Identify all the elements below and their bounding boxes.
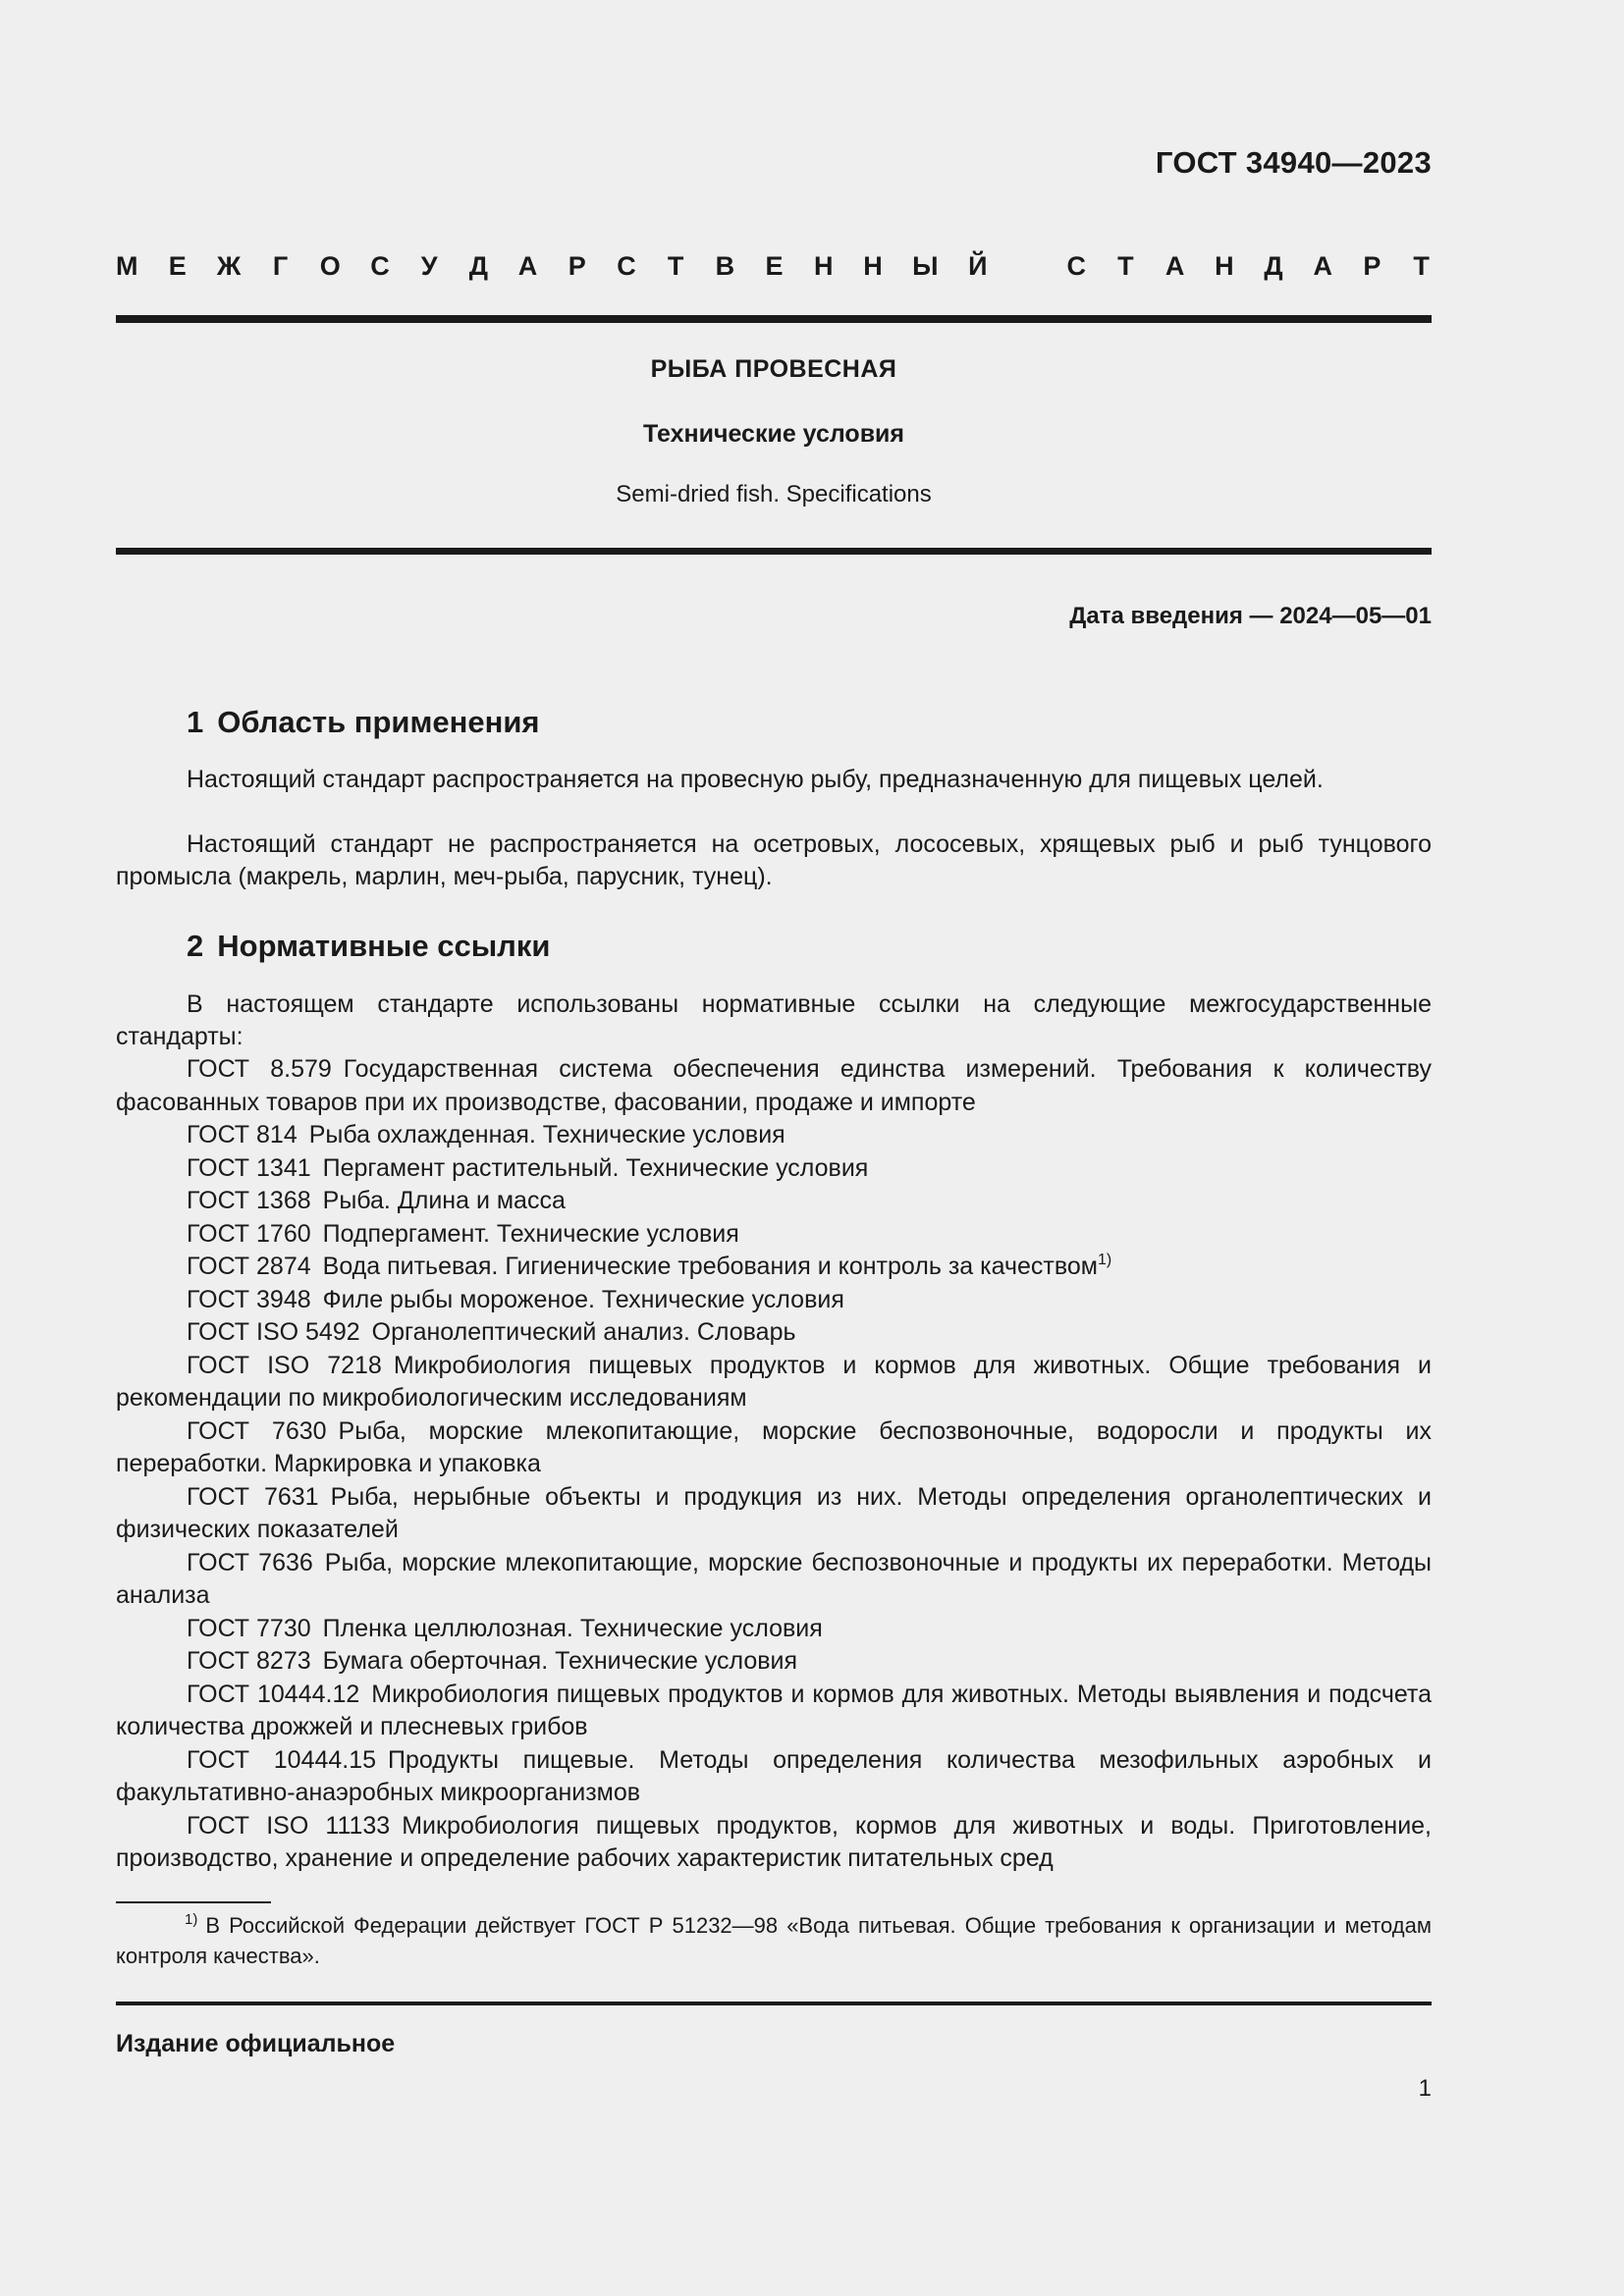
footnote-text: В Российской Федерации действует ГОСТ Р 51232—98 «Вода питьевая. Общие требования к организации и методам контроля качества». — [116, 1913, 1432, 1968]
reference-code: ГОСТ 7636 — [187, 1548, 313, 1576]
reference-title: Рыба, морские млекопитающие, морские беспозвоночные, водоросли и продукты их переработки. Маркировка и упаковка — [116, 1416, 1432, 1477]
paragraph: Настоящий стандарт распространяется на провесную рыбу, предназначенную для пищевых целей. — [187, 766, 1324, 793]
reference-code: ГОСТ 8273 — [187, 1647, 311, 1675]
reference-code: ГОСТ 10444.15 — [187, 1745, 377, 1774]
section-title: Нормативные ссылки — [217, 929, 551, 963]
document-page — [116, 0, 1432, 2296]
banner-letter: Н — [863, 251, 883, 281]
banner-letter: Д — [1264, 251, 1283, 281]
introduction-date: Дата введения — 2024—05—01 — [1069, 603, 1432, 629]
reference-title: Микробиология пищевых продуктов и кормов для животных. Методы выявления и подсчета количества дрожжей и плесневых грибов — [116, 1680, 1433, 1740]
banner-letter: Н — [1215, 251, 1234, 281]
reference-item — [116, 1316, 1432, 1350]
reference-code: ГОСТ 7631 — [187, 1482, 319, 1511]
banner-letter: С — [1066, 251, 1086, 281]
banner-letter: Д — [468, 251, 488, 281]
reference-item — [116, 1251, 1432, 1284]
reference-item — [116, 1547, 1432, 1613]
banner-letter: С — [617, 251, 636, 281]
standard-type-banner — [116, 251, 1432, 282]
document-title-english: Semi-dried fish. Specifications — [616, 481, 932, 507]
banner-letter: Т — [1117, 251, 1134, 281]
reference-code: ГОСТ 814 — [187, 1121, 298, 1148]
banner-letter: Р — [568, 251, 586, 281]
banner-letter: В — [715, 251, 735, 281]
reference-code: ГОСТ 1760 — [187, 1219, 311, 1248]
banner-letter: А — [1164, 251, 1185, 281]
reference-list — [116, 1053, 1432, 1876]
reference-code: ГОСТ 3948 — [187, 1285, 311, 1313]
reference-title: Государственная система обеспечения единства измерений. Требования к количеству фасованных товаров при их производстве, фасовании, продаже и импорте — [116, 1055, 1432, 1116]
footnote — [116, 1910, 1432, 1971]
banner-letter: Т — [1413, 251, 1430, 281]
footnote-separator — [116, 1901, 271, 1903]
reference-title: Продукты пищевые. Методы определения количества мезофильных аэробных и факультативно-анаэробных микроорганизмов — [116, 1745, 1432, 1806]
banner-letter: Ы — [912, 251, 939, 281]
footer-rule — [116, 2002, 1432, 2005]
reference-title: Рыба. Длина и масса — [322, 1187, 566, 1214]
reference-item — [116, 1119, 1432, 1152]
banner-letter: А — [517, 251, 538, 281]
banner-letter: У — [420, 251, 438, 281]
reference-item — [116, 1481, 1432, 1547]
section-title: Область применения — [217, 705, 540, 739]
reference-code: ГОСТ 1341 — [187, 1153, 311, 1182]
title-rule — [116, 548, 1432, 555]
paragraph: Настоящий стандарт не распространяется на осетровых, лососевых, хрящевых рыб и рыб тунцового промысла (макрель, марлин, меч-рыба, парусник, тунец). — [116, 830, 1432, 890]
reference-code: ГОСТ 7630 — [187, 1416, 327, 1445]
section-number: 2 — [187, 929, 204, 963]
section-heading-scope — [187, 705, 540, 740]
reference-item — [116, 1350, 1432, 1415]
document-subtitle: Технические условия — [642, 420, 905, 448]
reference-title: Филе рыбы мороженое. Технические условия — [322, 1285, 844, 1313]
banner-letter: Н — [814, 251, 834, 281]
reference-title: Микробиология пищевых продуктов, кормов для животных и воды. Приготовление, производство, хранение и определение рабочих характеристик питательных сред — [116, 1811, 1433, 1872]
document-title: РЫБА ПРОВЕСНАЯ — [650, 355, 897, 383]
page-number: 1 — [1418, 2075, 1432, 2102]
document-number: ГОСТ 34940—2023 — [1155, 145, 1432, 180]
section-number: 1 — [187, 705, 204, 739]
reference-code: ГОСТ ISO 7218 — [187, 1351, 382, 1379]
reference-code: ГОСТ ISO 5492 — [187, 1318, 360, 1346]
reference-title: Бумага оберточная. Технические условия — [322, 1647, 798, 1675]
reference-title: Рыба охлажденная. Технические условия — [308, 1121, 785, 1148]
banner-letter: Р — [1363, 251, 1381, 281]
reference-code: ГОСТ 8.579 — [187, 1055, 332, 1083]
banner-letter: С — [370, 251, 390, 281]
reference-item — [116, 1645, 1432, 1679]
footnote-reference-mark: 1) — [1097, 1252, 1112, 1268]
reference-code: ГОСТ 2874 — [187, 1253, 311, 1280]
reference-item — [116, 1185, 1432, 1218]
reference-item — [116, 1415, 1432, 1481]
reference-title: Рыба, морские млекопитающие, морские беспозвоночные и продукты их переработки. Методы анализа — [116, 1548, 1432, 1609]
reference-title: Микробиология пищевых продуктов и кормов для животных. Общие требования и рекомендации по микробиологическим исследованиям — [116, 1351, 1432, 1412]
reference-title: Пленка целлюлозная. Технические условия — [322, 1614, 823, 1642]
banner-letter: А — [1313, 251, 1332, 281]
banner-letter — [1017, 251, 1037, 282]
banner-letter: Й — [968, 251, 988, 281]
banner-letter: Е — [765, 251, 784, 281]
reference-title: Рыба, нерыбные объекты и продукция из них. Методы определения органолептических и физических показателей — [116, 1482, 1432, 1543]
footnote-mark: 1) — [185, 1911, 198, 1928]
header-rule — [116, 315, 1432, 323]
reference-code: ГОСТ ISO 11133 — [187, 1811, 391, 1840]
edition-label: Издание официальное — [116, 2030, 396, 2057]
banner-letter: М — [116, 251, 138, 281]
reference-code: ГОСТ 1368 — [187, 1187, 311, 1214]
banner-letter: Ж — [216, 251, 242, 281]
reference-code: ГОСТ 7730 — [187, 1614, 311, 1642]
reference-title: Подпергамент. Технические условия — [322, 1219, 739, 1248]
banner-letter: Г — [272, 251, 289, 281]
reference-title: Вода питьевая. Гигиенические требования и контроль за качеством — [322, 1253, 1098, 1280]
reference-item — [116, 1679, 1432, 1744]
reference-item — [116, 1053, 1432, 1119]
reference-title: Органолептический анализ. Словарь — [371, 1318, 796, 1346]
reference-title: Пергамент растительный. Технические условия — [322, 1153, 869, 1182]
banner-letter: Т — [667, 251, 684, 281]
banner-letter: О — [319, 251, 341, 281]
reference-item — [116, 1218, 1432, 1252]
reference-item — [116, 1744, 1432, 1810]
paragraph: В настоящем стандарте использованы нормативные ссылки на следующие межгосударственные стандарты: — [116, 990, 1432, 1050]
banner-letter: Е — [168, 251, 187, 281]
section-heading-normative-references — [187, 929, 550, 964]
reference-item — [116, 1613, 1432, 1646]
reference-item — [116, 1152, 1432, 1186]
reference-item — [116, 1810, 1432, 1876]
reference-item — [116, 1284, 1432, 1317]
reference-code: ГОСТ 10444.12 — [187, 1680, 360, 1708]
